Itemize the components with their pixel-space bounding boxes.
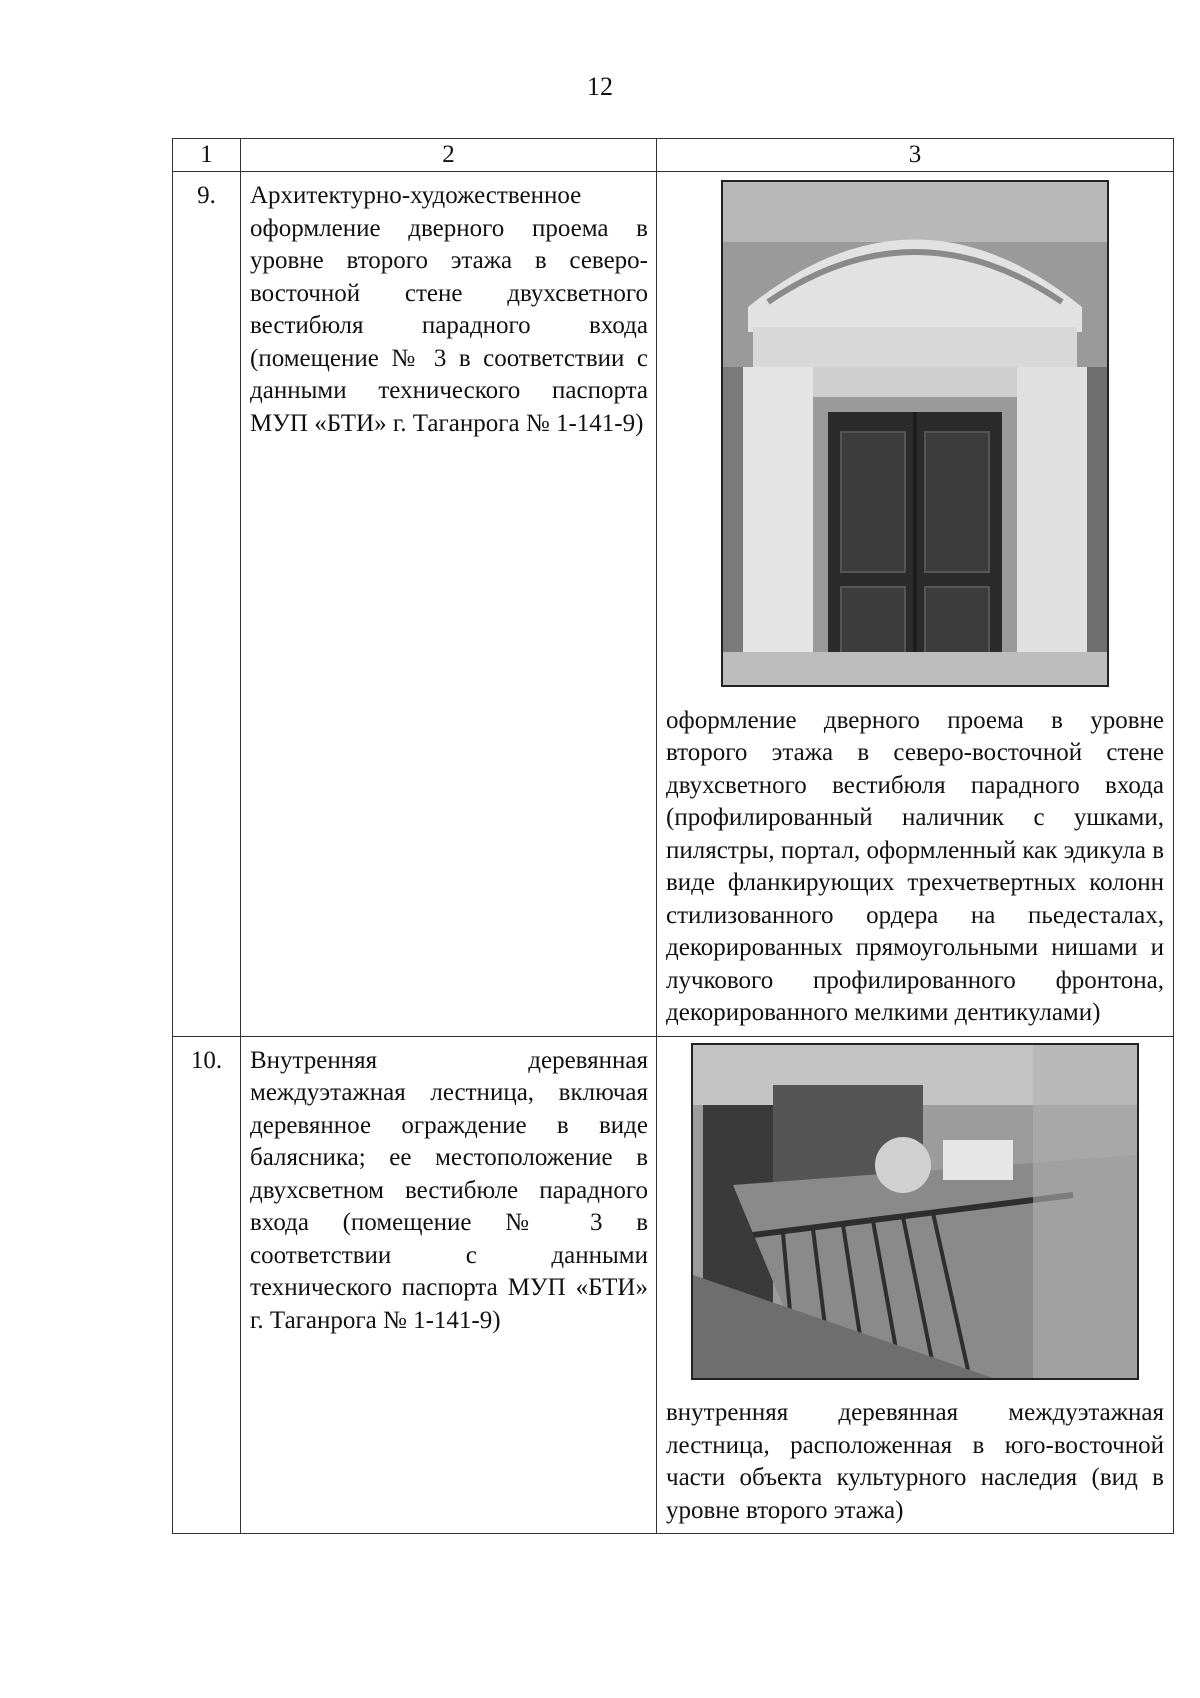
- photo-cell: [657, 172, 1174, 1037]
- heritage-elements-table: [172, 138, 1174, 1534]
- row-number: 9.: [173, 172, 241, 1037]
- header-col-1: 1: [173, 139, 241, 172]
- photo-caption: внутренняя деревянная междуэтажная лестница, расположенная в юго-восточной части объекта культурного наследия (вид в уровне второго этажа): [666, 1399, 1164, 1524]
- header-col-3: 3: [657, 139, 1174, 172]
- row-number: 10.: [173, 1036, 241, 1534]
- row-description: Внутренняя деревянная междуэтажная лестница, включая деревянное ограждение в виде балясника; ее местоположение в двухсветном вестибюле парадного входа (помещение № 3 в соответствии с данными технического паспорта МУП «БТИ» г. Таганрога № 1-141-9): [241, 1036, 657, 1534]
- photo-caption: оформление дверного проема в уровне второго этажа в северо-восточной стене двухсветного вестибюля парадного входа (профилированный наличник с ушками, пилястры, портал, оформленный как эдикула в виде фланкирующих трехчетвертных колонн стилизованного ордера на пьедесталах, декорированных прямоугольными нишами и лучкового профилированного фронтона, декорированного мелкими дентикулами): [666, 706, 1164, 1026]
- doorway-photo: [721, 180, 1109, 687]
- header-col-2: 2: [241, 139, 657, 172]
- photo-cell: [657, 1036, 1174, 1534]
- table-row: [173, 172, 1174, 1037]
- row-description: Архитектурно-художественное оформление дверного проема в уровне второго этажа в северо-восточной стене двухсветного вестибюля парадного входа (помещение № 3 в соответствии с данными технического паспорта МУП «БТИ» г. Таганрога № 1-141-9): [241, 172, 657, 1037]
- table-row: [173, 1036, 1174, 1534]
- table-header-row: [173, 139, 1174, 172]
- staircase-photo: [691, 1043, 1139, 1380]
- page-number: 12: [587, 72, 613, 101]
